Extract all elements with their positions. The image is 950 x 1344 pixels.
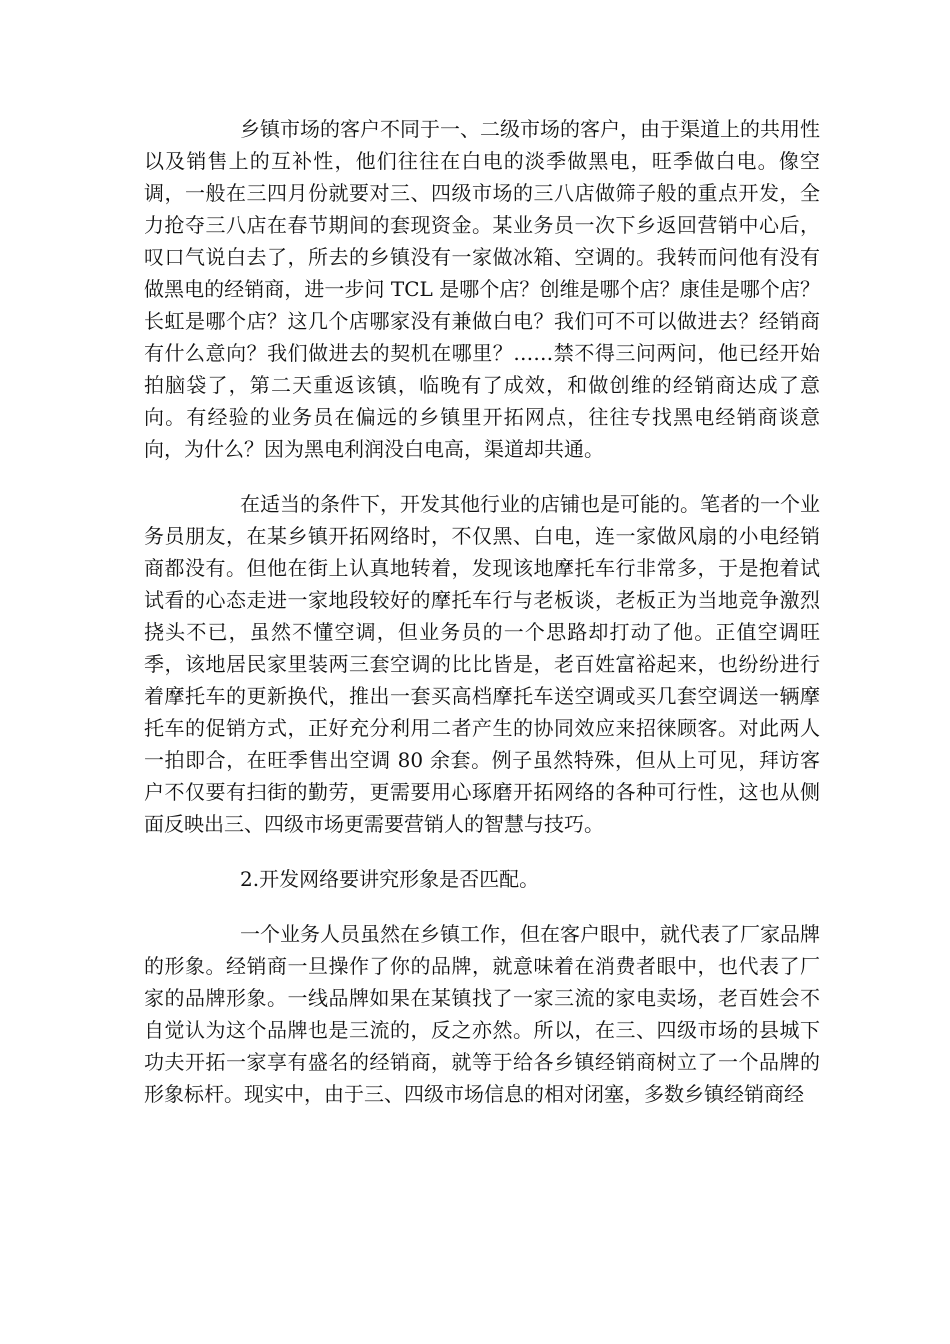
paragraph-brand-image: 一个业务人员虽然在乡镇工作，但在客户眼中，就代表了厂家品牌的形象。经销商一旦操作了你的品牌，就意味着在消费者眼中，也代表了厂家的品牌形象。一线品牌如果在某镇找了一家三流的家电卖场，老百姓会不自觉认为这个品牌也是三流的，反之亦然。所以，在三、四级市场的县城下功夫开拓一家享有盛名的经销商，就等于给各乡镇经销商树立了一个品牌的形象标杆。现实中，由于三、四级市场信息的相对闭塞，多数乡镇经销商经 (144, 922, 820, 1106)
document-page (144, 113, 820, 1110)
paragraph-rural-customers: 乡镇市场的客户不同于一、二级市场的客户，由于渠道上的共用性以及销售上的互补性，他们往往在白电的淡季做黑电，旺季做白电。像空调，一般在三四月份就要对三、四级市场的三八店做筛子般的重点开发，全力抢夺三八店在春节期间的套现资金。某业务员一次下乡返回营销中心后，叹口气说白去了，所去的乡镇没有一家做冰箱、空调的。我转而问他有没有做黑电的经销商，进一步问 TCL 是哪个店？创维是哪个店？康佳是哪个店？长虹是哪个店？这几个店哪家没有兼做白电？我们可不可以做进去？经销商有什么意向？我们做进去的契机在哪里？……禁不得三问两问，他已经开始拍脑袋了，第二天重返该镇，临晚有了成效，和做创维的经销商达成了意向。有经验的业务员在偏远的乡镇里开拓网点，往往专找黑电经销商谈意向，为什么？因为黑电利润没白电高，渠道却共通。 (144, 117, 820, 461)
paragraph-other-industries: 在适当的条件下，开发其他行业的店铺也是可能的。笔者的一个业务员朋友，在某乡镇开拓网络时，不仅黑、白电，连一家做风扇的小电经销商都没有。但他在街上认真地转着，发现该地摩托车行非常多，于是抱着试试看的心态走进一家地段较好的摩托车行与老板谈，老板正为当地竞争激烈挠头不已，虽然不懂空调，但业务员的一个思路却打动了他。正值空调旺季，该地居民家里装两三套空调的比比皆是，老百姓富裕起来，也纷纷进行着摩托车的更新换代，推出一套买高档摩托车送空调或买几套空调送一辆摩托车的促销方式，正好充分利用二者产生的协同效应来招徕顾客。对此两人一拍即合，在旺季售出空调 80 余套。例子虽然特殊，但从上可见，拜访客户不仅要有扫街的勤劳，更需要用心琢磨开拓网络的各种可行性，这也从侧面反映出三、四级市场更需要营销人的智慧与技巧。 (144, 492, 820, 836)
section-heading-image-matching: 2.开发网络要讲究形象是否匹配。 (240, 867, 540, 891)
